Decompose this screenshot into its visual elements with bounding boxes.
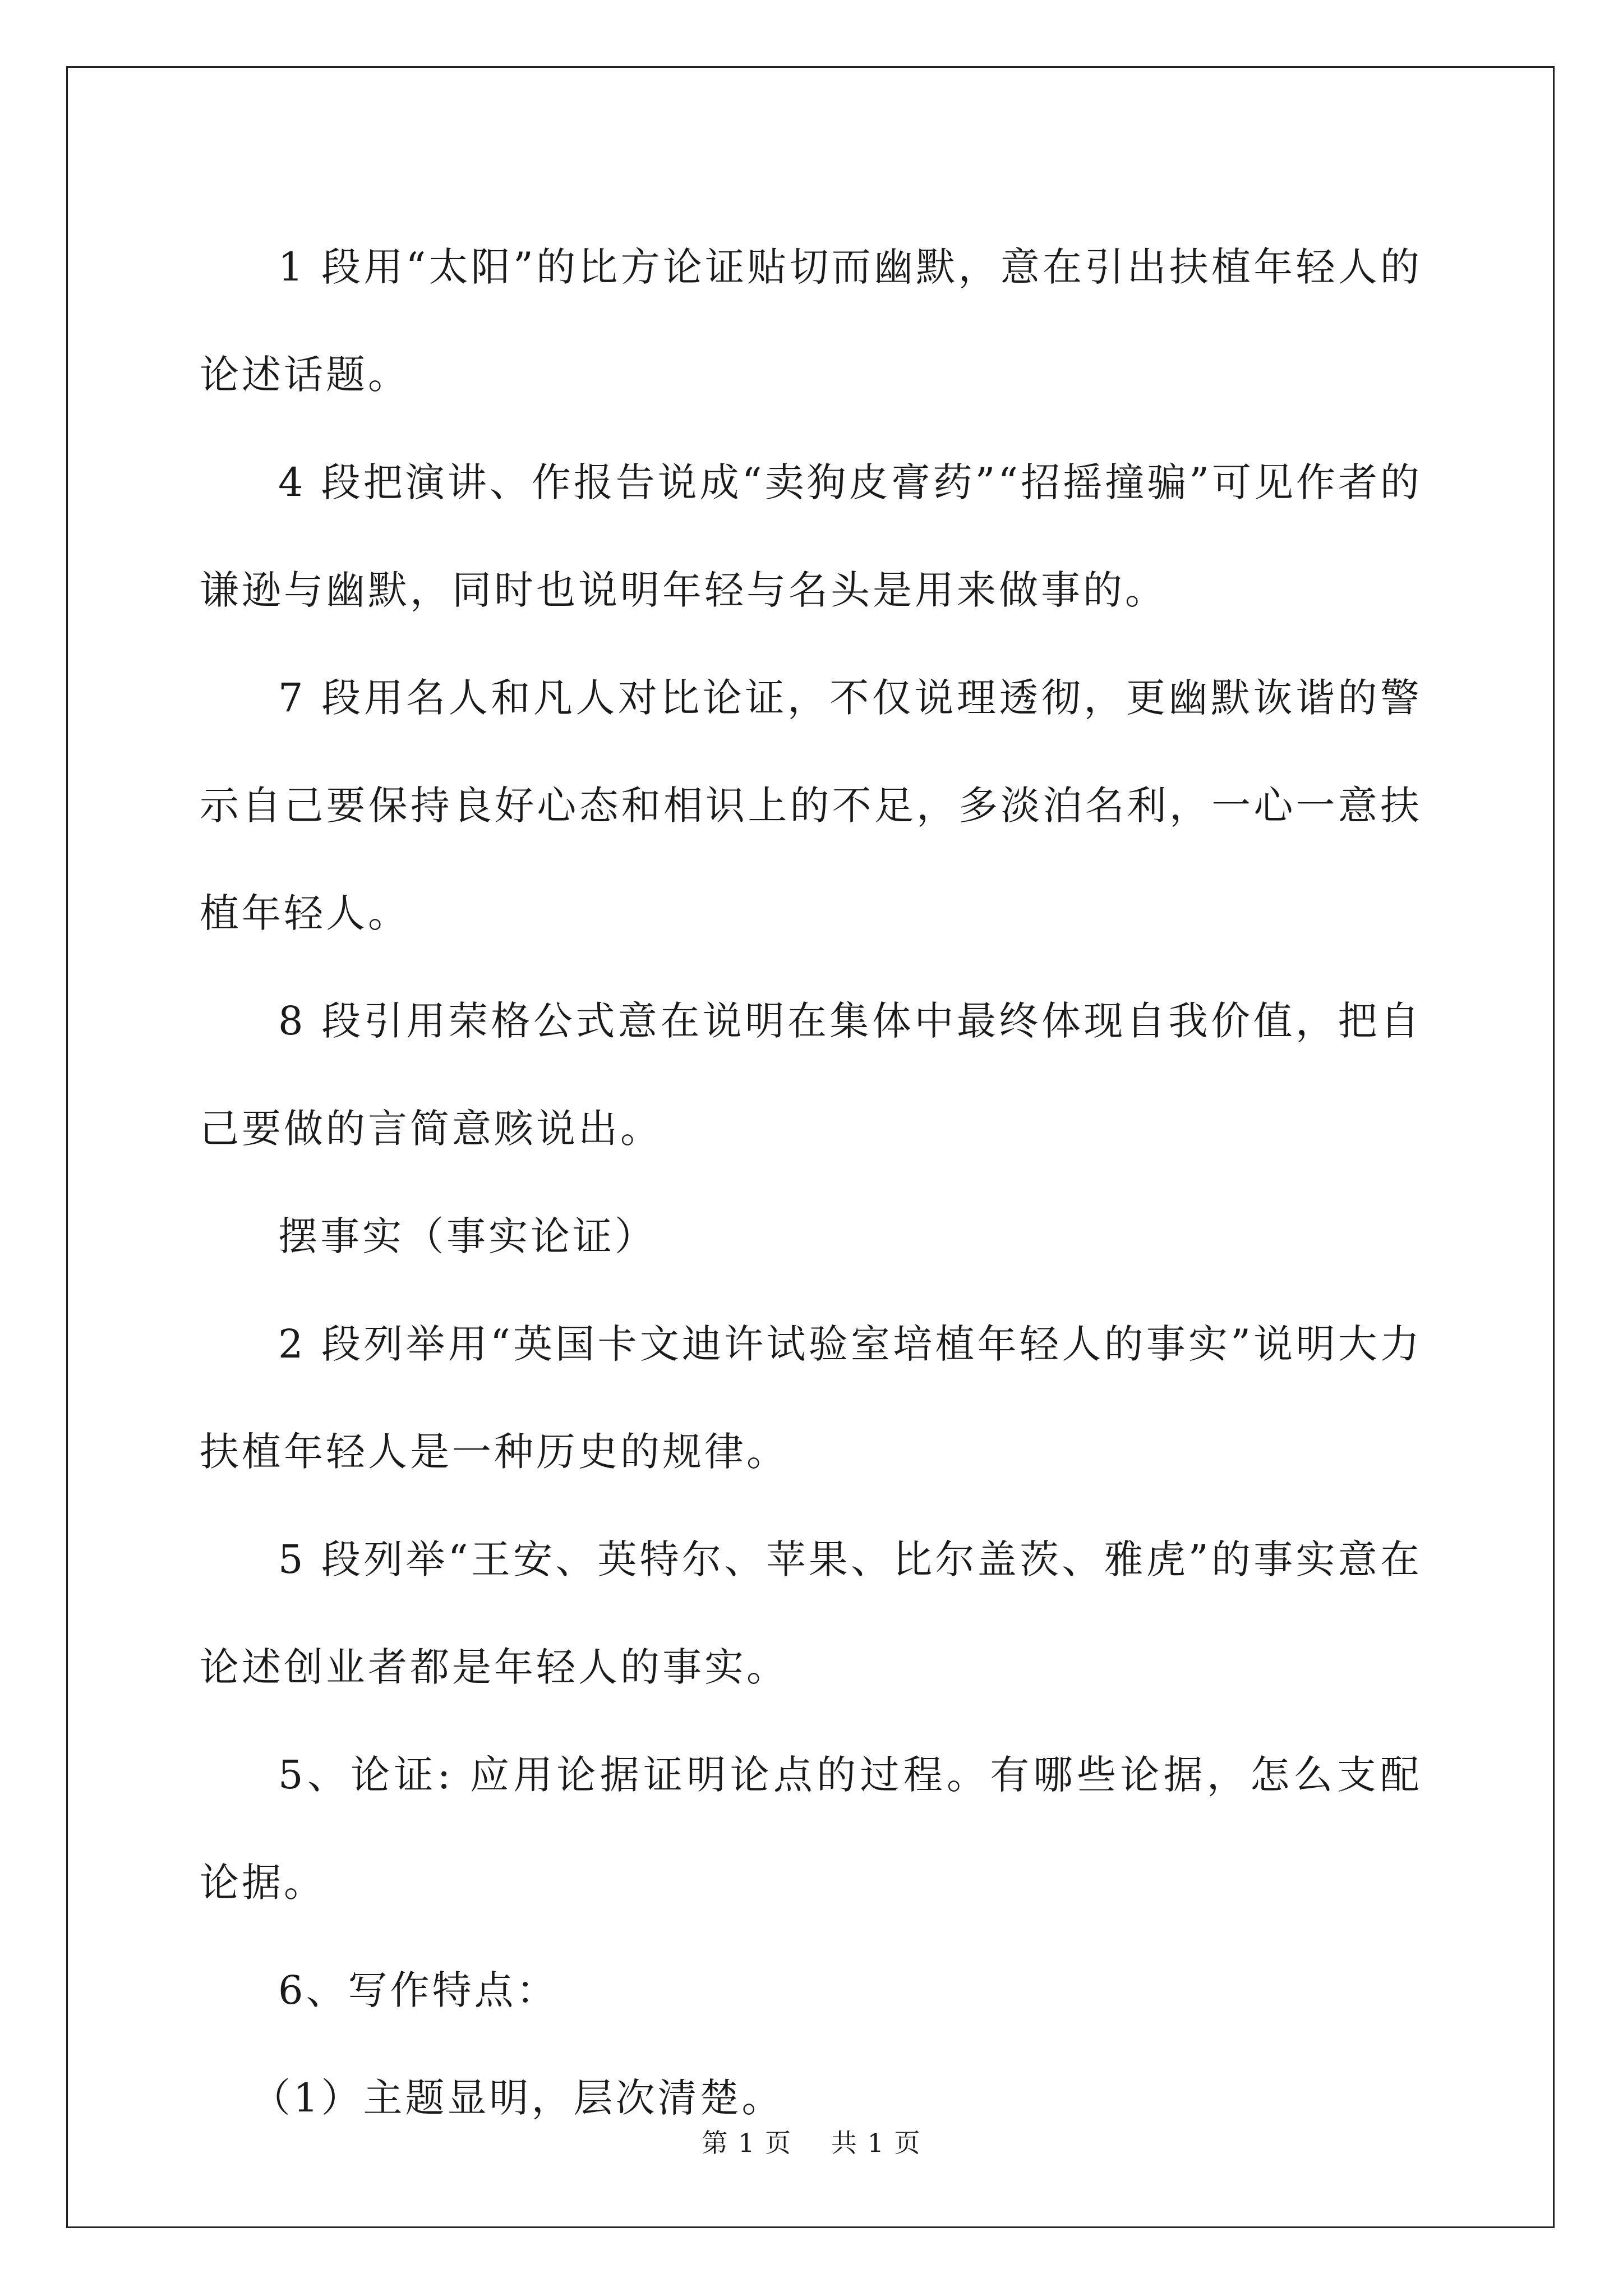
paragraph-6: 5 段列举“王安、英特尔、苹果、比尔盖茨、雅虎”的事实意在论述创业者都是年轻人的事实。 <box>200 1536 1422 1690</box>
paragraph-8: 6、写作特点： <box>278 1967 559 2013</box>
page-number: 第 1 页 <box>702 2128 792 2158</box>
paragraph-9: （1）主题显明，层次清楚。 <box>251 2075 784 2121</box>
document-body <box>200 213 1422 2152</box>
paragraph-1: 1 段用“太阳”的比方论证贴切而幽默，意在引出扶植年轻人的论述话题。 <box>200 244 1422 398</box>
page-footer <box>0 2126 1623 2160</box>
paragraph-2: 4 段把演讲、作报告说成“卖狗皮膏药”“招摇撞骗”可见作者的谦逊与幽默，同时也说明年轻与名头是用来做事的。 <box>200 459 1422 613</box>
paragraph-4: 8 段引用荣格公式意在说明在集体中最终体现自我价值，把自己要做的言简意赅说出。 <box>200 998 1422 1152</box>
paragraph-7: 5、论证: 应用论据证明论点的过程。有哪些论据，怎么支配论据。 <box>200 1752 1422 1906</box>
paragraph-5: 2 段列举用“英国卡文迪许试验室培植年轻人的事实”说明大力扶植年轻人是一种历史的规律。 <box>200 1321 1422 1475</box>
paragraph-3: 7 段用名人和凡人对比论证，不仅说理透彻，更幽默诙谐的警示自己要保持良好心态和相识上的不足，多淡泊名利，一心一意扶植年轻人。 <box>200 675 1422 936</box>
page-total: 共 1 页 <box>831 2128 921 2158</box>
section-heading-facts: 摆事实（事实论证） <box>278 1213 657 1259</box>
